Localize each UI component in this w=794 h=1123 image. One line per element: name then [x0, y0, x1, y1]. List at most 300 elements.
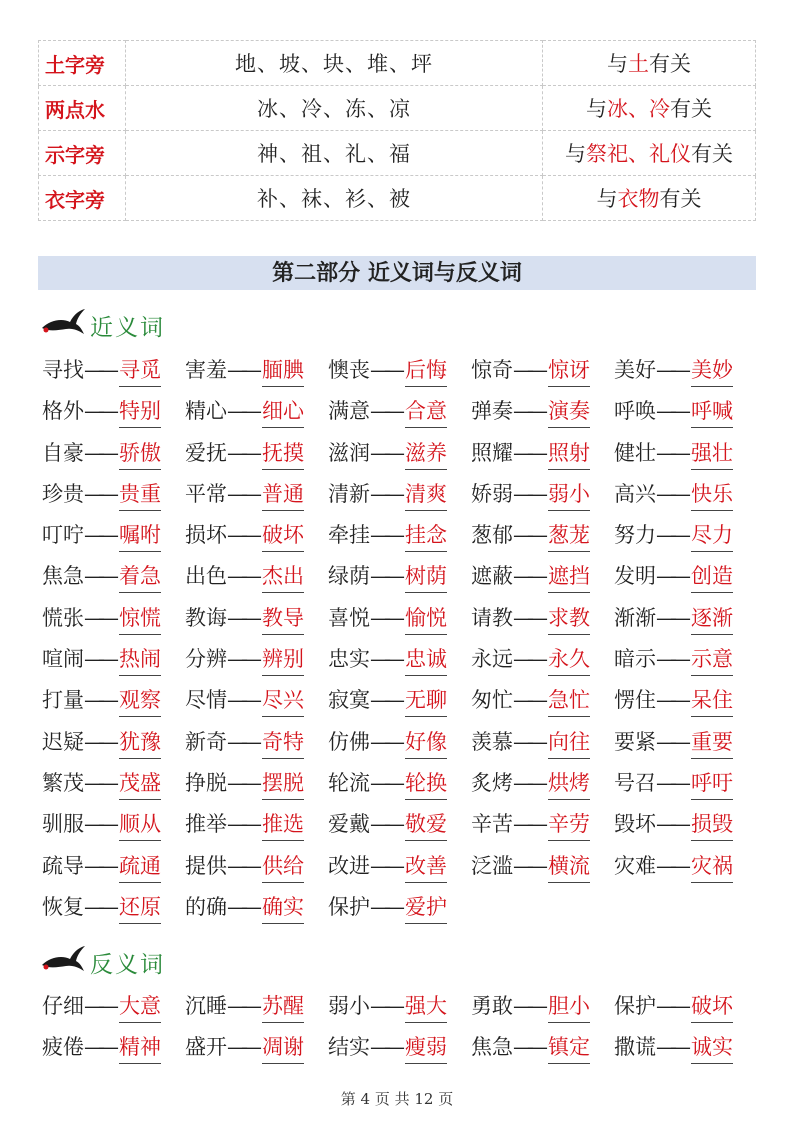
- synonym-pair: [185, 520, 328, 561]
- dash: ——: [656, 647, 684, 672]
- word: 仿佛: [328, 729, 370, 754]
- synonym-pair: [42, 685, 185, 726]
- antonym-pair: [614, 1032, 757, 1073]
- synonym-pair: [185, 479, 328, 520]
- dash: ——: [370, 440, 398, 465]
- word: 永远: [471, 647, 513, 672]
- word: 满意: [328, 399, 370, 424]
- synonym-pair: [328, 438, 471, 479]
- synonym-pair: [42, 561, 185, 602]
- synonym-pair: [185, 851, 328, 892]
- word: 推举: [185, 812, 227, 837]
- synonym-pair: [614, 809, 757, 850]
- answer-word: 弱小: [548, 479, 590, 511]
- answer-word: 还原: [119, 892, 161, 924]
- answer-word: 辨别: [262, 644, 304, 676]
- answer-word: 杰出: [262, 561, 304, 593]
- word: 健壮: [614, 440, 656, 465]
- synonym-pair: [471, 685, 614, 726]
- dash: ——: [513, 853, 541, 878]
- dash: ——: [656, 688, 684, 713]
- synonym-pair: [471, 355, 614, 396]
- page-footer: 第 4 页 共 12 页: [340, 1090, 454, 1108]
- synonym-pair: [614, 438, 757, 479]
- answer-word: 骄傲: [119, 438, 161, 470]
- word: 炙烤: [471, 770, 513, 795]
- synonym-pair: [185, 727, 328, 768]
- answer-word: 爱护: [405, 892, 447, 924]
- synonym-pair: [328, 685, 471, 726]
- dash: ——: [370, 399, 398, 424]
- word: 毁坏: [614, 812, 656, 837]
- synonym-pair: [471, 644, 614, 685]
- synonym-pair: [614, 851, 757, 892]
- meaning-text: 有关: [670, 97, 712, 121]
- synonym-pair: [328, 809, 471, 850]
- radical-chars: 冰、冷、冻、凉: [126, 86, 543, 131]
- dash: ——: [84, 770, 112, 795]
- radical-chars: 神、祖、礼、福: [126, 131, 543, 176]
- answer-word: 奇特: [262, 727, 304, 759]
- answer-word: 普通: [262, 479, 304, 511]
- word: 繁茂: [42, 770, 84, 795]
- word: 焦急: [471, 1035, 513, 1060]
- answer-word: 烘烤: [548, 768, 590, 800]
- synonym-pair: [42, 851, 185, 892]
- synonym-pair: [42, 644, 185, 685]
- word: 发明: [614, 564, 656, 589]
- dash: ——: [513, 647, 541, 672]
- word: 清新: [328, 481, 370, 506]
- dash: ——: [656, 812, 684, 837]
- dash: ——: [227, 729, 255, 754]
- dash: ——: [513, 1035, 541, 1060]
- word: 弱小: [328, 994, 370, 1018]
- dash: ——: [84, 564, 112, 589]
- word: 要紧: [614, 729, 656, 754]
- dash: ——: [656, 994, 684, 1018]
- meaning-keyword: 衣物: [617, 187, 660, 211]
- dash: ——: [656, 1035, 684, 1060]
- answer-word: 后悔: [405, 355, 447, 387]
- word: 珍贵: [42, 481, 84, 506]
- word: 盛开: [185, 1035, 227, 1060]
- word: 轮流: [328, 770, 370, 795]
- dash: ——: [370, 647, 398, 672]
- synonym-pair: [328, 851, 471, 892]
- dash: ——: [84, 994, 112, 1018]
- synonym-pair: [185, 768, 328, 809]
- answer-word: 供给: [262, 851, 304, 883]
- antonym-pair: [185, 991, 328, 1032]
- dash: ——: [513, 399, 541, 424]
- synonym-pair: [42, 438, 185, 479]
- dash: ——: [84, 605, 112, 630]
- dash: ——: [513, 440, 541, 465]
- dash: ——: [227, 399, 255, 424]
- word: 仔细: [42, 994, 84, 1018]
- antonym-pair: [471, 991, 614, 1032]
- dash: ——: [370, 812, 398, 837]
- word: 疲倦: [42, 1035, 84, 1060]
- word: 绿荫: [328, 564, 370, 589]
- radical-row: [39, 41, 756, 86]
- radical-table: [38, 40, 756, 221]
- radical-meaning: [543, 176, 756, 221]
- answer-word: 合意: [405, 396, 447, 428]
- synonym-pair: [614, 520, 757, 561]
- dash: ——: [84, 812, 112, 837]
- dash: ——: [227, 1035, 255, 1060]
- synonym-pair: [328, 355, 471, 396]
- dash: ——: [227, 481, 255, 506]
- antonyms-grid: [42, 991, 762, 1074]
- answer-word: 强壮: [691, 438, 733, 470]
- synonym-pair: [42, 479, 185, 520]
- dash: ——: [656, 399, 684, 424]
- dash: ——: [84, 481, 112, 506]
- dash: ——: [227, 770, 255, 795]
- synonym-pair: [185, 809, 328, 850]
- answer-word: 忠诚: [405, 644, 447, 676]
- dash: ——: [370, 770, 398, 795]
- answer-word: 损毁: [691, 809, 733, 841]
- dash: ——: [227, 853, 255, 878]
- answer-word: 犹豫: [119, 727, 161, 759]
- dash: ——: [513, 605, 541, 630]
- synonym-pair: [614, 644, 757, 685]
- word: 高兴: [614, 481, 656, 506]
- answer-word: 示意: [691, 644, 733, 676]
- dash: ——: [227, 440, 255, 465]
- meaning-text: 与: [607, 52, 628, 76]
- synonym-pair: [471, 396, 614, 437]
- dash: ——: [227, 605, 255, 630]
- word: 新奇: [185, 729, 227, 754]
- dash: ——: [227, 894, 255, 919]
- answer-word: 永久: [548, 644, 590, 676]
- answer-word: 摆脱: [262, 768, 304, 800]
- word: 提供: [185, 853, 227, 878]
- synonym-pair: [42, 768, 185, 809]
- answer-word: 嘱咐: [119, 520, 161, 552]
- dash: ——: [370, 729, 398, 754]
- radical-row: [39, 131, 756, 176]
- synonym-pair: [614, 561, 757, 602]
- dash: ——: [227, 647, 255, 672]
- answer-word: 瘦弱: [405, 1032, 447, 1064]
- answer-word: 好像: [405, 727, 447, 759]
- dash: ——: [84, 399, 112, 424]
- meaning-keyword: 冰、冷: [607, 97, 670, 121]
- answer-word: 强大: [405, 991, 447, 1023]
- synonym-pair: [328, 603, 471, 644]
- word: 挣脱: [185, 770, 227, 795]
- answer-word: 惊讶: [548, 355, 590, 387]
- synonym-pair: [185, 892, 328, 933]
- dash: ——: [370, 994, 398, 1018]
- answer-word: 镇定: [548, 1032, 590, 1064]
- dash: ——: [513, 994, 541, 1018]
- answer-word: 寻觅: [119, 355, 161, 387]
- section-header: 第二部分 近义词与反义词: [38, 256, 756, 290]
- dash: ——: [656, 605, 684, 630]
- answer-word: 呼喊: [691, 396, 733, 428]
- word: 遮蔽: [471, 564, 513, 589]
- word: 渐渐: [614, 605, 656, 630]
- answer-word: 美妙: [691, 355, 733, 387]
- word: 格外: [42, 399, 84, 424]
- answer-word: 清爽: [405, 479, 447, 511]
- synonym-pair: [328, 479, 471, 520]
- radical-name: 土字旁: [39, 41, 126, 86]
- word: 泛滥: [471, 853, 513, 878]
- synonym-pair: [42, 520, 185, 561]
- synonym-pair: [614, 603, 757, 644]
- answer-word: 观察: [119, 685, 161, 717]
- dash: ——: [370, 358, 398, 382]
- radical-chars: 补、袜、衫、被: [126, 176, 543, 221]
- answer-word: 辛劳: [548, 809, 590, 841]
- answer-word: 苏醒: [262, 991, 304, 1023]
- dash: ——: [227, 688, 255, 713]
- word: 的确: [185, 894, 227, 919]
- meaning-text: 有关: [659, 187, 702, 211]
- synonym-pair: [42, 396, 185, 437]
- dash: ——: [656, 523, 684, 548]
- radical-meaning: [543, 131, 756, 176]
- dash: ——: [656, 853, 684, 878]
- synonym-pair: [42, 603, 185, 644]
- antonym-pair: [42, 1032, 185, 1073]
- dash: ——: [370, 481, 398, 506]
- antonym-pair: [614, 991, 757, 1032]
- dash: ——: [227, 523, 255, 548]
- dash: ——: [513, 688, 541, 713]
- word: 分辨: [185, 647, 227, 672]
- word: 弹奏: [471, 399, 513, 424]
- answer-word: 破坏: [262, 520, 304, 552]
- radical-meaning: [543, 41, 756, 86]
- word: 焦急: [42, 564, 84, 589]
- dash: ——: [513, 770, 541, 795]
- answer-word: 胆小: [548, 991, 590, 1023]
- antonym-pair: [328, 991, 471, 1032]
- word: 辛苦: [471, 812, 513, 837]
- word: 懊丧: [328, 358, 370, 382]
- answer-word: 破坏: [691, 991, 733, 1023]
- answer-word: 灾祸: [691, 851, 733, 883]
- word: 惊奇: [471, 358, 513, 382]
- answer-word: 轮换: [405, 768, 447, 800]
- synonym-pair: [471, 809, 614, 850]
- dash: ——: [370, 564, 398, 589]
- answer-word: 茂盛: [119, 768, 161, 800]
- answer-word: 呆住: [691, 685, 733, 717]
- synonym-pair: [471, 727, 614, 768]
- radical-row: [39, 86, 756, 131]
- word: 尽情: [185, 688, 227, 713]
- dash: ——: [370, 523, 398, 548]
- answer-word: 横流: [548, 851, 590, 883]
- answer-word: 着急: [119, 561, 161, 593]
- swallow-icon: [40, 308, 86, 342]
- word: 迟疑: [42, 729, 84, 754]
- word: 牵挂: [328, 523, 370, 548]
- word: 匆忙: [471, 688, 513, 713]
- answer-word: 热闹: [119, 644, 161, 676]
- synonym-pair: [614, 479, 757, 520]
- answer-word: 敬爱: [405, 809, 447, 841]
- answer-word: 抚摸: [262, 438, 304, 470]
- word: 改进: [328, 853, 370, 878]
- meaning-keyword: 祭祀、礼仪: [586, 142, 691, 166]
- answer-word: 照射: [548, 438, 590, 470]
- dash: ——: [84, 358, 112, 382]
- dash: ——: [656, 770, 684, 795]
- answer-word: 遮挡: [548, 561, 590, 593]
- synonym-pair: [471, 520, 614, 561]
- synonym-pair: [614, 685, 757, 726]
- word: 结实: [328, 1035, 370, 1060]
- swallow-icon: [40, 945, 86, 979]
- synonym-pair: [185, 685, 328, 726]
- word: 爱戴: [328, 812, 370, 837]
- dash: ——: [513, 812, 541, 837]
- synonym-pair: [328, 768, 471, 809]
- word: 精心: [185, 399, 227, 424]
- dash: ——: [513, 564, 541, 589]
- word: 恢复: [42, 894, 84, 919]
- radical-chars: 地、坡、块、堆、坪: [126, 41, 543, 86]
- word: 照耀: [471, 440, 513, 465]
- dash: ——: [656, 729, 684, 754]
- word: 打量: [42, 688, 84, 713]
- answer-word: 重要: [691, 727, 733, 759]
- meaning-text: 有关: [691, 142, 733, 166]
- radical-name: 衣字旁: [39, 176, 126, 221]
- word: 寻找: [42, 358, 84, 382]
- word: 出色: [185, 564, 227, 589]
- meaning-keyword: 土: [628, 52, 649, 76]
- radical-name: 示字旁: [39, 131, 126, 176]
- meaning-text: 与: [586, 97, 607, 121]
- synonym-pair: [471, 768, 614, 809]
- answer-word: 逐渐: [691, 603, 733, 635]
- answer-word: 特别: [119, 396, 161, 428]
- answer-word: 葱茏: [548, 520, 590, 552]
- word: 葱郁: [471, 523, 513, 548]
- answer-word: 树荫: [405, 561, 447, 593]
- synonym-pair: [328, 644, 471, 685]
- synonyms-grid: [42, 355, 762, 933]
- synonym-pair: [185, 644, 328, 685]
- synonym-pair: [42, 892, 185, 933]
- synonym-pair: [328, 727, 471, 768]
- dash: ——: [370, 853, 398, 878]
- synonym-pair: [471, 438, 614, 479]
- word: 平常: [185, 481, 227, 506]
- answer-word: 惊慌: [119, 603, 161, 635]
- word: 号召: [614, 770, 656, 795]
- answer-word: 向往: [548, 727, 590, 759]
- word: 保护: [328, 894, 370, 919]
- dash: ——: [227, 358, 255, 382]
- answer-word: 创造: [691, 561, 733, 593]
- antonym-pair: [328, 1032, 471, 1073]
- answer-word: 滋养: [405, 438, 447, 470]
- dash: ——: [513, 523, 541, 548]
- word: 寂寞: [328, 688, 370, 713]
- dash: ——: [227, 812, 255, 837]
- synonym-pair: [328, 520, 471, 561]
- word: 勇敢: [471, 994, 513, 1018]
- answer-word: 推选: [262, 809, 304, 841]
- dash: ——: [513, 729, 541, 754]
- synonym-pair: [328, 396, 471, 437]
- word: 损坏: [185, 523, 227, 548]
- dash: ——: [656, 481, 684, 506]
- word: 美好: [614, 358, 656, 382]
- radical-meaning: [543, 86, 756, 131]
- antonym-pair: [185, 1032, 328, 1073]
- answer-word: 大意: [119, 991, 161, 1023]
- word: 自豪: [42, 440, 84, 465]
- synonym-pair: [328, 892, 471, 933]
- answer-word: 快乐: [691, 479, 733, 511]
- synonym-pair: [185, 561, 328, 602]
- meaning-text: 与: [596, 187, 618, 211]
- word: 撒谎: [614, 1035, 656, 1060]
- answer-word: 诚实: [691, 1032, 733, 1064]
- synonym-pair: [614, 768, 757, 809]
- dash: ——: [84, 688, 112, 713]
- antonym-pair: [471, 1032, 614, 1073]
- dash: ——: [513, 358, 541, 382]
- answer-word: 尽力: [691, 520, 733, 552]
- word: 娇弱: [471, 481, 513, 506]
- dash: ——: [84, 1035, 112, 1060]
- synonym-pair: [614, 727, 757, 768]
- synonym-pair: [614, 396, 757, 437]
- word: 暗示: [614, 647, 656, 672]
- dash: ——: [656, 440, 684, 465]
- synonym-pair: [42, 355, 185, 396]
- antonyms-heading: [40, 942, 165, 982]
- radical-name: 两点水: [39, 86, 126, 131]
- answer-word: 细心: [262, 396, 304, 428]
- dash: ——: [84, 729, 112, 754]
- word: 呼唤: [614, 399, 656, 424]
- dash: ——: [227, 994, 255, 1018]
- word: 保护: [614, 994, 656, 1018]
- dash: ——: [656, 564, 684, 589]
- dash: ——: [84, 853, 112, 878]
- dash: ——: [513, 481, 541, 506]
- word: 忠实: [328, 647, 370, 672]
- answer-word: 求教: [548, 603, 590, 635]
- dash: ——: [227, 564, 255, 589]
- word: 疏导: [42, 853, 84, 878]
- answer-word: 急忙: [548, 685, 590, 717]
- synonym-pair: [471, 603, 614, 644]
- synonym-pair: [328, 561, 471, 602]
- synonym-pair: [42, 809, 185, 850]
- word: 害羞: [185, 358, 227, 382]
- word: 愣住: [614, 688, 656, 713]
- dash: ——: [656, 358, 684, 382]
- word: 喜悦: [328, 605, 370, 630]
